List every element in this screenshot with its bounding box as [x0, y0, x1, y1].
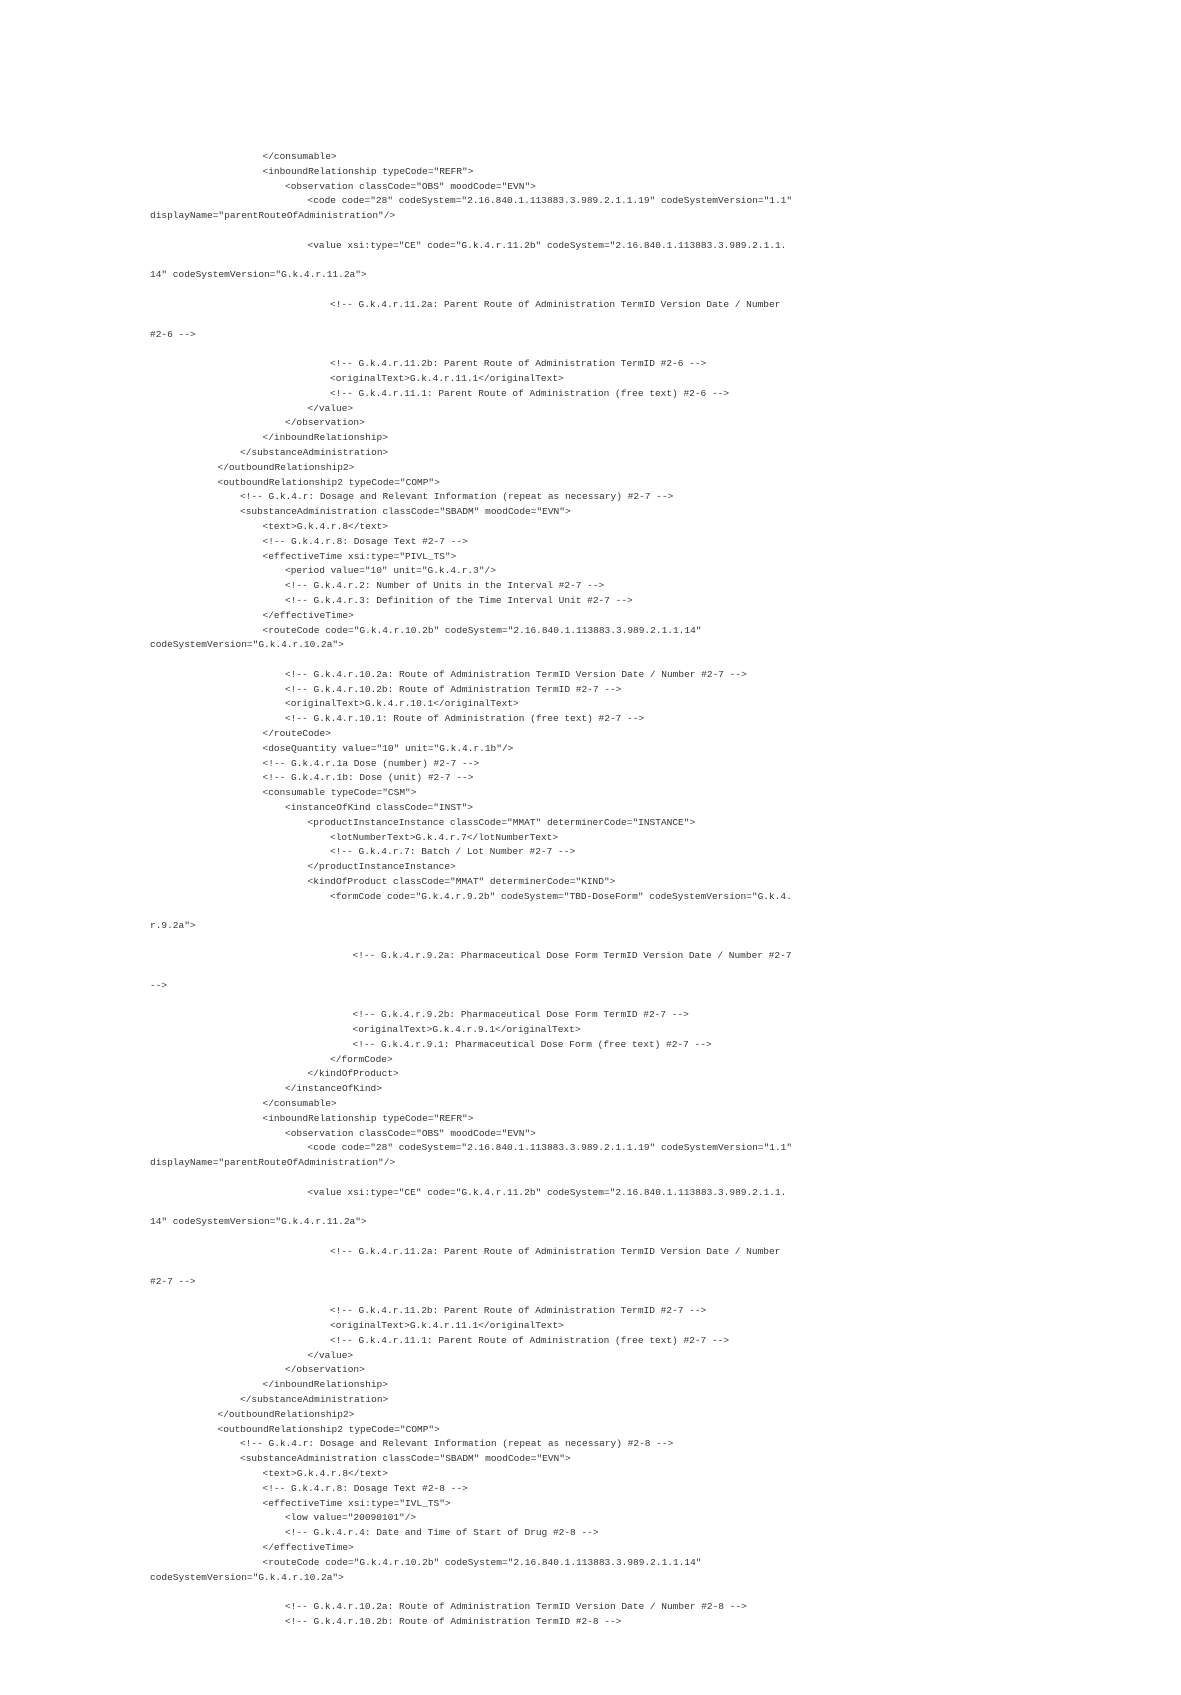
xml-code-listing — [150, 150, 1030, 1630]
code-line: <low value="20090101"/> — [285, 1512, 417, 1524]
code-line: 14" codeSystemVersion="G.k.4.r.11.2a"> — [150, 1216, 367, 1228]
code-line: <!-- G.k.4.r.1b: Dose (unit) #2-7 --> — [262, 772, 474, 784]
code-line: </effectiveTime> — [262, 1541, 354, 1553]
code-line: <!-- G.k.4.r.1a Dose (number) #2-7 --> — [262, 757, 480, 769]
code-line: </value> — [307, 1349, 354, 1361]
blank-line — [150, 1171, 1030, 1186]
code-line: </consumable> — [262, 151, 337, 162]
code-line: codeSystemVersion="G.k.4.r.10.2a"> — [150, 639, 344, 651]
code-line: <!-- G.k.4.r.7: Batch / Lot Number #2-7 --> — [330, 846, 576, 858]
code-line: <inboundRelationship typeCode="REFR"> — [262, 1112, 474, 1124]
blank-line — [150, 1201, 1030, 1216]
code-line: <code code="28" codeSystem="2.16.840.1.113883.3.989.2.1.1.19" codeSystemVersion="1.1" — [307, 1142, 793, 1154]
code-line: r.9.2a"> — [150, 920, 196, 932]
code-line: --> — [150, 979, 168, 991]
code-line: <!-- G.k.4.r.11.2a: Parent Route of Administration TermID Version Date / Number — [330, 298, 781, 310]
code-line: #2-7 --> — [150, 1275, 196, 1287]
code-line: <originalText>G.k.4.r.11.1</originalText> — [330, 372, 564, 384]
code-line: #2-6 --> — [150, 328, 196, 340]
code-line: </instanceOfKind> — [285, 1083, 382, 1095]
blank-line — [150, 964, 1030, 979]
code-line: <formCode code="G.k.4.r.9.2b" codeSystem="TBD-DoseForm" codeSystemVersion="G.k.4. — [330, 890, 792, 902]
code-line: <routeCode code="G.k.4.r.10.2b" codeSystem="2.16.840.1.113883.3.989.2.1.1.14" — [262, 624, 702, 636]
code-line: </effectiveTime> — [262, 609, 354, 621]
code-line: <!-- G.k.4.r.9.2a: Pharmaceutical Dose Form TermID Version Date / Number #2-7 — [352, 950, 792, 962]
code-line: <text>G.k.4.r.8</text> — [262, 1467, 388, 1479]
code-line: <originalText>G.k.4.r.10.1</originalText> — [285, 698, 519, 710]
code-line: <period value="10" unit="G.k.4.r.3"/> — [285, 565, 496, 577]
code-line: <observation classCode="OBS" moodCode="EVN"> — [285, 1127, 536, 1139]
code-line: <instanceOfKind classCode="INST"> — [285, 802, 474, 814]
blank-line — [150, 313, 1030, 328]
code-line: displayName="parentRouteOfAdministration"/> — [150, 1157, 396, 1169]
code-line: <!-- G.k.4.r.9.2b: Pharmaceutical Dose Form TermID #2-7 --> — [352, 1009, 689, 1021]
code-line: <routeCode code="G.k.4.r.10.2b" codeSystem="2.16.840.1.113883.3.989.2.1.1.14" — [262, 1556, 702, 1568]
blank-line — [150, 934, 1030, 949]
blank-line — [150, 653, 1030, 668]
blank-line — [150, 254, 1030, 269]
code-line: </inboundRelationship> — [262, 432, 388, 444]
blank-line — [150, 283, 1030, 298]
code-line: <!-- G.k.4.r.11.2b: Parent Route of Administration TermID #2-7 --> — [330, 1305, 707, 1317]
code-line: <text>G.k.4.r.8</text> — [262, 520, 388, 532]
code-line: <!-- G.k.4.r.10.2b: Route of Administration TermID #2-8 --> — [285, 1615, 622, 1627]
code-line: </kindOfProduct> — [307, 1068, 399, 1080]
code-line: <!-- G.k.4.r.8: Dosage Text #2-8 --> — [262, 1482, 468, 1494]
code-line: displayName="parentRouteOfAdministration"/> — [150, 210, 396, 222]
code-line: <value xsi:type="CE" code="G.k.4.r.11.2b" codeSystem="2.16.840.1.113883.3.989.2.1.1. — [307, 239, 787, 251]
code-line: 14" codeSystemVersion="G.k.4.r.11.2a"> — [150, 269, 367, 281]
blank-line — [150, 1260, 1030, 1275]
blank-line — [150, 224, 1030, 239]
code-line: <originalText>G.k.4.r.9.1</originalText> — [352, 1024, 581, 1036]
code-line: </value> — [307, 402, 354, 414]
code-line: <outboundRelationship2 typeCode="COMP"> — [217, 476, 440, 488]
code-line: <consumable typeCode="CSM"> — [262, 787, 417, 799]
code-line: </formCode> — [330, 1053, 393, 1065]
code-line: <effectiveTime xsi:type="PIVL_TS"> — [262, 550, 457, 562]
code-line: <!-- G.k.4.r: Dosage and Relevant Information (repeat as necessary) #2-7 --> — [240, 491, 674, 503]
code-line: <!-- G.k.4.r.2: Number of Units in the Interval #2-7 --> — [285, 580, 605, 592]
code-line: <substanceAdministration classCode="SBADM" moodCode="EVN"> — [240, 1453, 571, 1465]
code-line: <!-- G.k.4.r: Dosage and Relevant Information (repeat as necessary) #2-8 --> — [240, 1438, 674, 1450]
code-line: </substanceAdministration> — [240, 1393, 389, 1405]
code-line: </observation> — [285, 417, 365, 429]
code-line: <doseQuantity value="10" unit="G.k.4.r.1b"/> — [262, 742, 514, 754]
code-line: <!-- G.k.4.r.10.2b: Route of Administration TermID #2-7 --> — [285, 683, 622, 695]
code-line: <!-- G.k.4.r.11.2b: Parent Route of Administration TermID #2-6 --> — [330, 358, 707, 370]
code-line: <originalText>G.k.4.r.11.1</originalText> — [330, 1319, 564, 1331]
code-line: </consumable> — [262, 1098, 337, 1109]
code-line: <!-- G.k.4.r.11.1: Parent Route of Administration (free text) #2-6 --> — [330, 387, 730, 399]
code-line: <observation classCode="OBS" moodCode="EVN"> — [285, 180, 536, 192]
code-line: codeSystemVersion="G.k.4.r.10.2a"> — [150, 1571, 344, 1583]
code-line: <productInstanceInstance classCode="MMAT" determinerCode="INSTANCE"> — [307, 816, 696, 828]
code-line: <!-- G.k.4.r.10.2a: Route of Administration TermID Version Date / Number #2-7 --> — [285, 668, 747, 680]
code-line: <!-- G.k.4.r.10.1: Route of Administration (free text) #2-7 --> — [285, 713, 645, 725]
code-line: <lotNumberText>G.k.4.r.7</lotNumberText> — [330, 831, 559, 843]
blank-line — [150, 1289, 1030, 1304]
code-line: <!-- G.k.4.r.11.1: Parent Route of Administration (free text) #2-7 --> — [330, 1334, 730, 1346]
code-line: <!-- G.k.4.r.10.2a: Route of Administration TermID Version Date / Number #2-8 --> — [285, 1601, 747, 1613]
blank-line — [150, 1230, 1030, 1245]
code-line: </productInstanceInstance> — [307, 861, 456, 873]
code-line: <value xsi:type="CE" code="G.k.4.r.11.2b" codeSystem="2.16.840.1.113883.3.989.2.1.1. — [307, 1186, 787, 1198]
code-line: <inboundRelationship typeCode="REFR"> — [262, 165, 474, 177]
code-line: </substanceAdministration> — [240, 446, 389, 458]
code-line: <effectiveTime xsi:type="IVL_TS"> — [262, 1497, 451, 1509]
blank-line — [150, 1585, 1030, 1600]
code-line: <!-- G.k.4.r.9.1: Pharmaceutical Dose Form (free text) #2-7 --> — [352, 1038, 712, 1050]
code-line: <outboundRelationship2 typeCode="COMP"> — [217, 1423, 440, 1435]
blank-line — [150, 993, 1030, 1008]
blank-line — [150, 342, 1030, 357]
code-line: <!-- G.k.4.r.4: Date and Time of Start of Drug #2-8 --> — [285, 1527, 599, 1539]
blank-line — [150, 905, 1030, 920]
code-line: <code code="28" codeSystem="2.16.840.1.113883.3.989.2.1.1.19" codeSystemVersion="1.1" — [307, 195, 793, 207]
code-line: </inboundRelationship> — [262, 1379, 388, 1391]
code-line: </outboundRelationship2> — [217, 461, 355, 473]
code-line: <!-- G.k.4.r.8: Dosage Text #2-7 --> — [262, 535, 468, 547]
code-line: </outboundRelationship2> — [217, 1408, 355, 1420]
code-line: </routeCode> — [262, 728, 331, 740]
code-line: <!-- G.k.4.r.3: Definition of the Time Interval Unit #2-7 --> — [285, 594, 633, 606]
code-line: <kindOfProduct classCode="MMAT" determinerCode="KIND"> — [307, 876, 616, 888]
code-line: <!-- G.k.4.r.11.2a: Parent Route of Administration TermID Version Date / Number — [330, 1245, 781, 1257]
code-line: </observation> — [285, 1364, 365, 1376]
code-line: <substanceAdministration classCode="SBADM" moodCode="EVN"> — [240, 506, 571, 518]
